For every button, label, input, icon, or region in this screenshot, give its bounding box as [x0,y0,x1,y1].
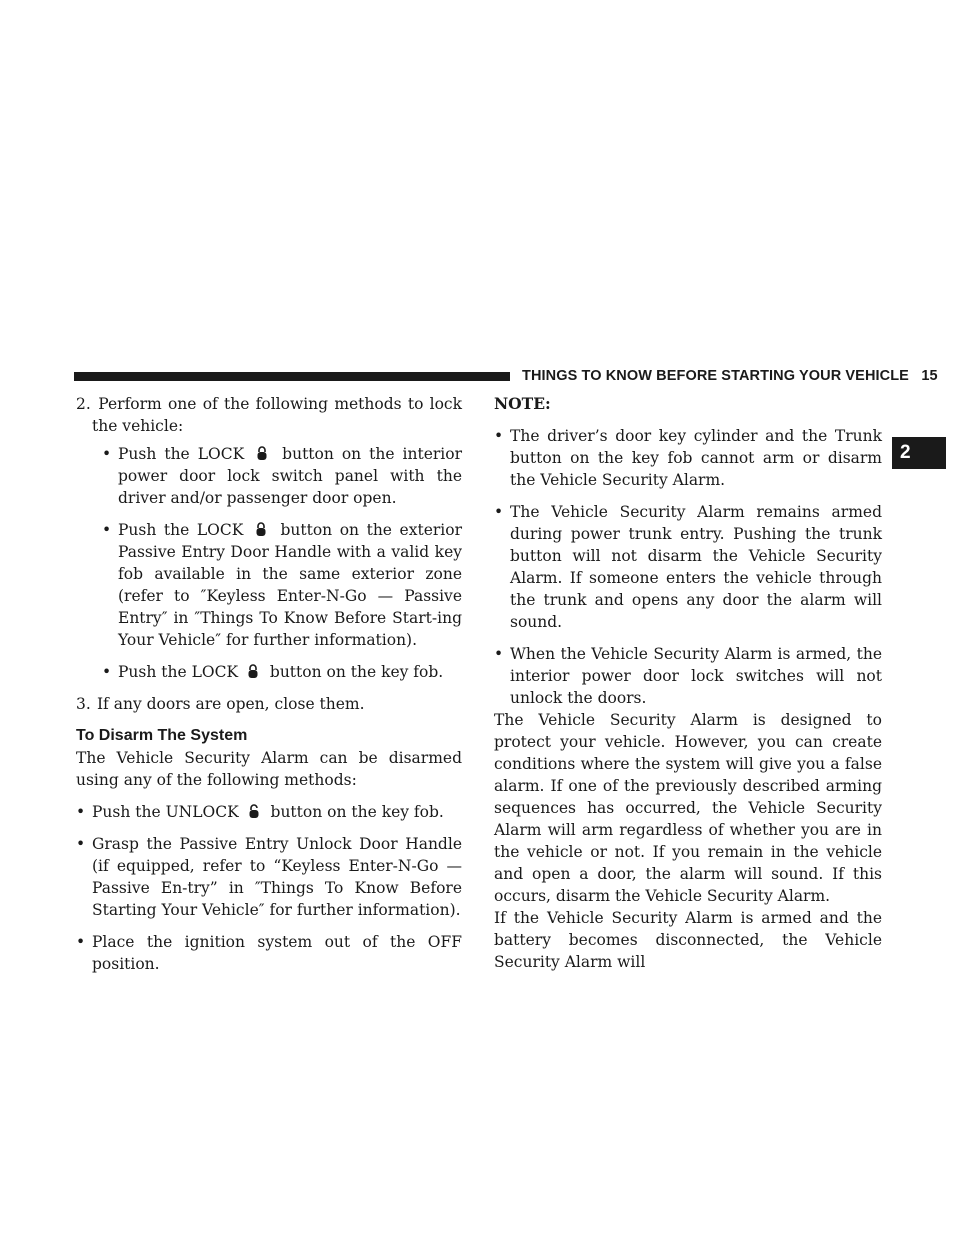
list-item [76,833,462,921]
page-number: 15 [921,368,938,384]
section-heading: To Disarm The System [76,727,248,744]
list-item [102,519,462,651]
bullet-post: button on the exterior Passive Entry Door Handle with a valid key fob available in the same exterior zone (refer to ″Keyless Enter-N-Go — Passive Entry″ in ″Things To Know Before Start-ing Your Vehicle″ for further information). [118,521,462,649]
bullet-dot: • [102,445,112,463]
note-list [494,425,882,709]
body-paragraph: The Vehicle Security Alarm is designed to protect your vehicle. However, you can create conditions where the system will give you a false alarm. If one of the previously described arming sequences has occurred, the Vehicle Security Alarm will arm regardless of whether you are in the vehicle or not. If you remain in the vehicle and open a door, the alarm will sound. If this occurs, disarm the Vehicle Security Alarm. [494,711,882,905]
list-item [76,801,462,823]
bullet-post: button on the key fob. [270,803,444,821]
step-text: If any doors are open, close them. [96,695,365,713]
bullet-dot: • [494,645,504,663]
disarm-intro: The Vehicle Security Alarm can be disarmed using any of the following methods: [76,749,462,789]
list-item [76,931,462,975]
lock-fob-icon [245,663,261,679]
left-column [76,393,462,975]
bullet-dot: • [76,933,86,951]
list-item [494,643,882,709]
right-column [494,393,882,973]
list-item [494,501,882,633]
running-header [522,366,938,386]
note-label: NOTE: [494,394,551,413]
lock-fob-icon [254,445,270,461]
step-2 [76,393,462,437]
note-text: The Vehicle Security Alarm remains armed during power trunk entry. Pushing the trunk button will not disarm the Vehicle Security Alarm. If someone enters the vehicle through the trunk and opens any door the alarm will sound. [510,503,882,631]
bullet-post: Place the ignition system out of the OFF position. [92,933,462,973]
bullet-post: button on the key fob. [269,663,444,681]
bullet-pre: Push the LOCK [118,445,245,463]
bullet-dot: • [102,521,112,539]
step-number: 3. [76,695,91,713]
bullet-dot: • [494,503,504,521]
lock-methods-list [76,443,462,683]
bullet-post: button on the interior power door lock switch panel with the driver and/or passenger door open. [118,445,462,507]
chapter-tab: 2 [892,437,946,469]
list-item [102,443,462,509]
disarm-methods-list [76,801,462,975]
bullet-pre: Push the LOCK [118,663,239,681]
lock-fob-icon [253,521,269,537]
bullet-post: Grasp the Passive Entry Unlock Door Handle (if equipped, refer to “Keyless Enter-N-Go — Passive En-try” in ″Things To Know Before Starting Your Vehicle″ for further information). [92,835,462,919]
note-text: The driver’s door key cylinder and the Trunk button on the key fob cannot arm or disarm the Vehicle Security Alarm. [510,427,882,489]
bullet-dot: • [76,835,86,853]
unlock-fob-icon [246,803,262,819]
bullet-dot: • [76,803,86,821]
header-rule [74,372,510,381]
step-number: 2. [76,395,91,413]
step-text: Perform one of the following methods to lock the vehicle: [92,395,463,435]
body-paragraph: If the Vehicle Security Alarm is armed and the battery becomes disconnected, the Vehicle Security Alarm will [494,909,882,971]
note-text: When the Vehicle Security Alarm is armed, the interior power door lock switches will not unlock the doors. [510,645,882,707]
list-item [494,425,882,491]
bullet-dot: • [494,427,504,445]
header-title: THINGS TO KNOW BEFORE STARTING YOUR VEHICLE [522,368,909,384]
bullet-dot: • [102,663,112,681]
bullet-pre: Push the UNLOCK [92,803,239,821]
bullet-pre: Push the LOCK [118,521,244,539]
step-3 [76,693,462,715]
list-item [102,661,462,683]
